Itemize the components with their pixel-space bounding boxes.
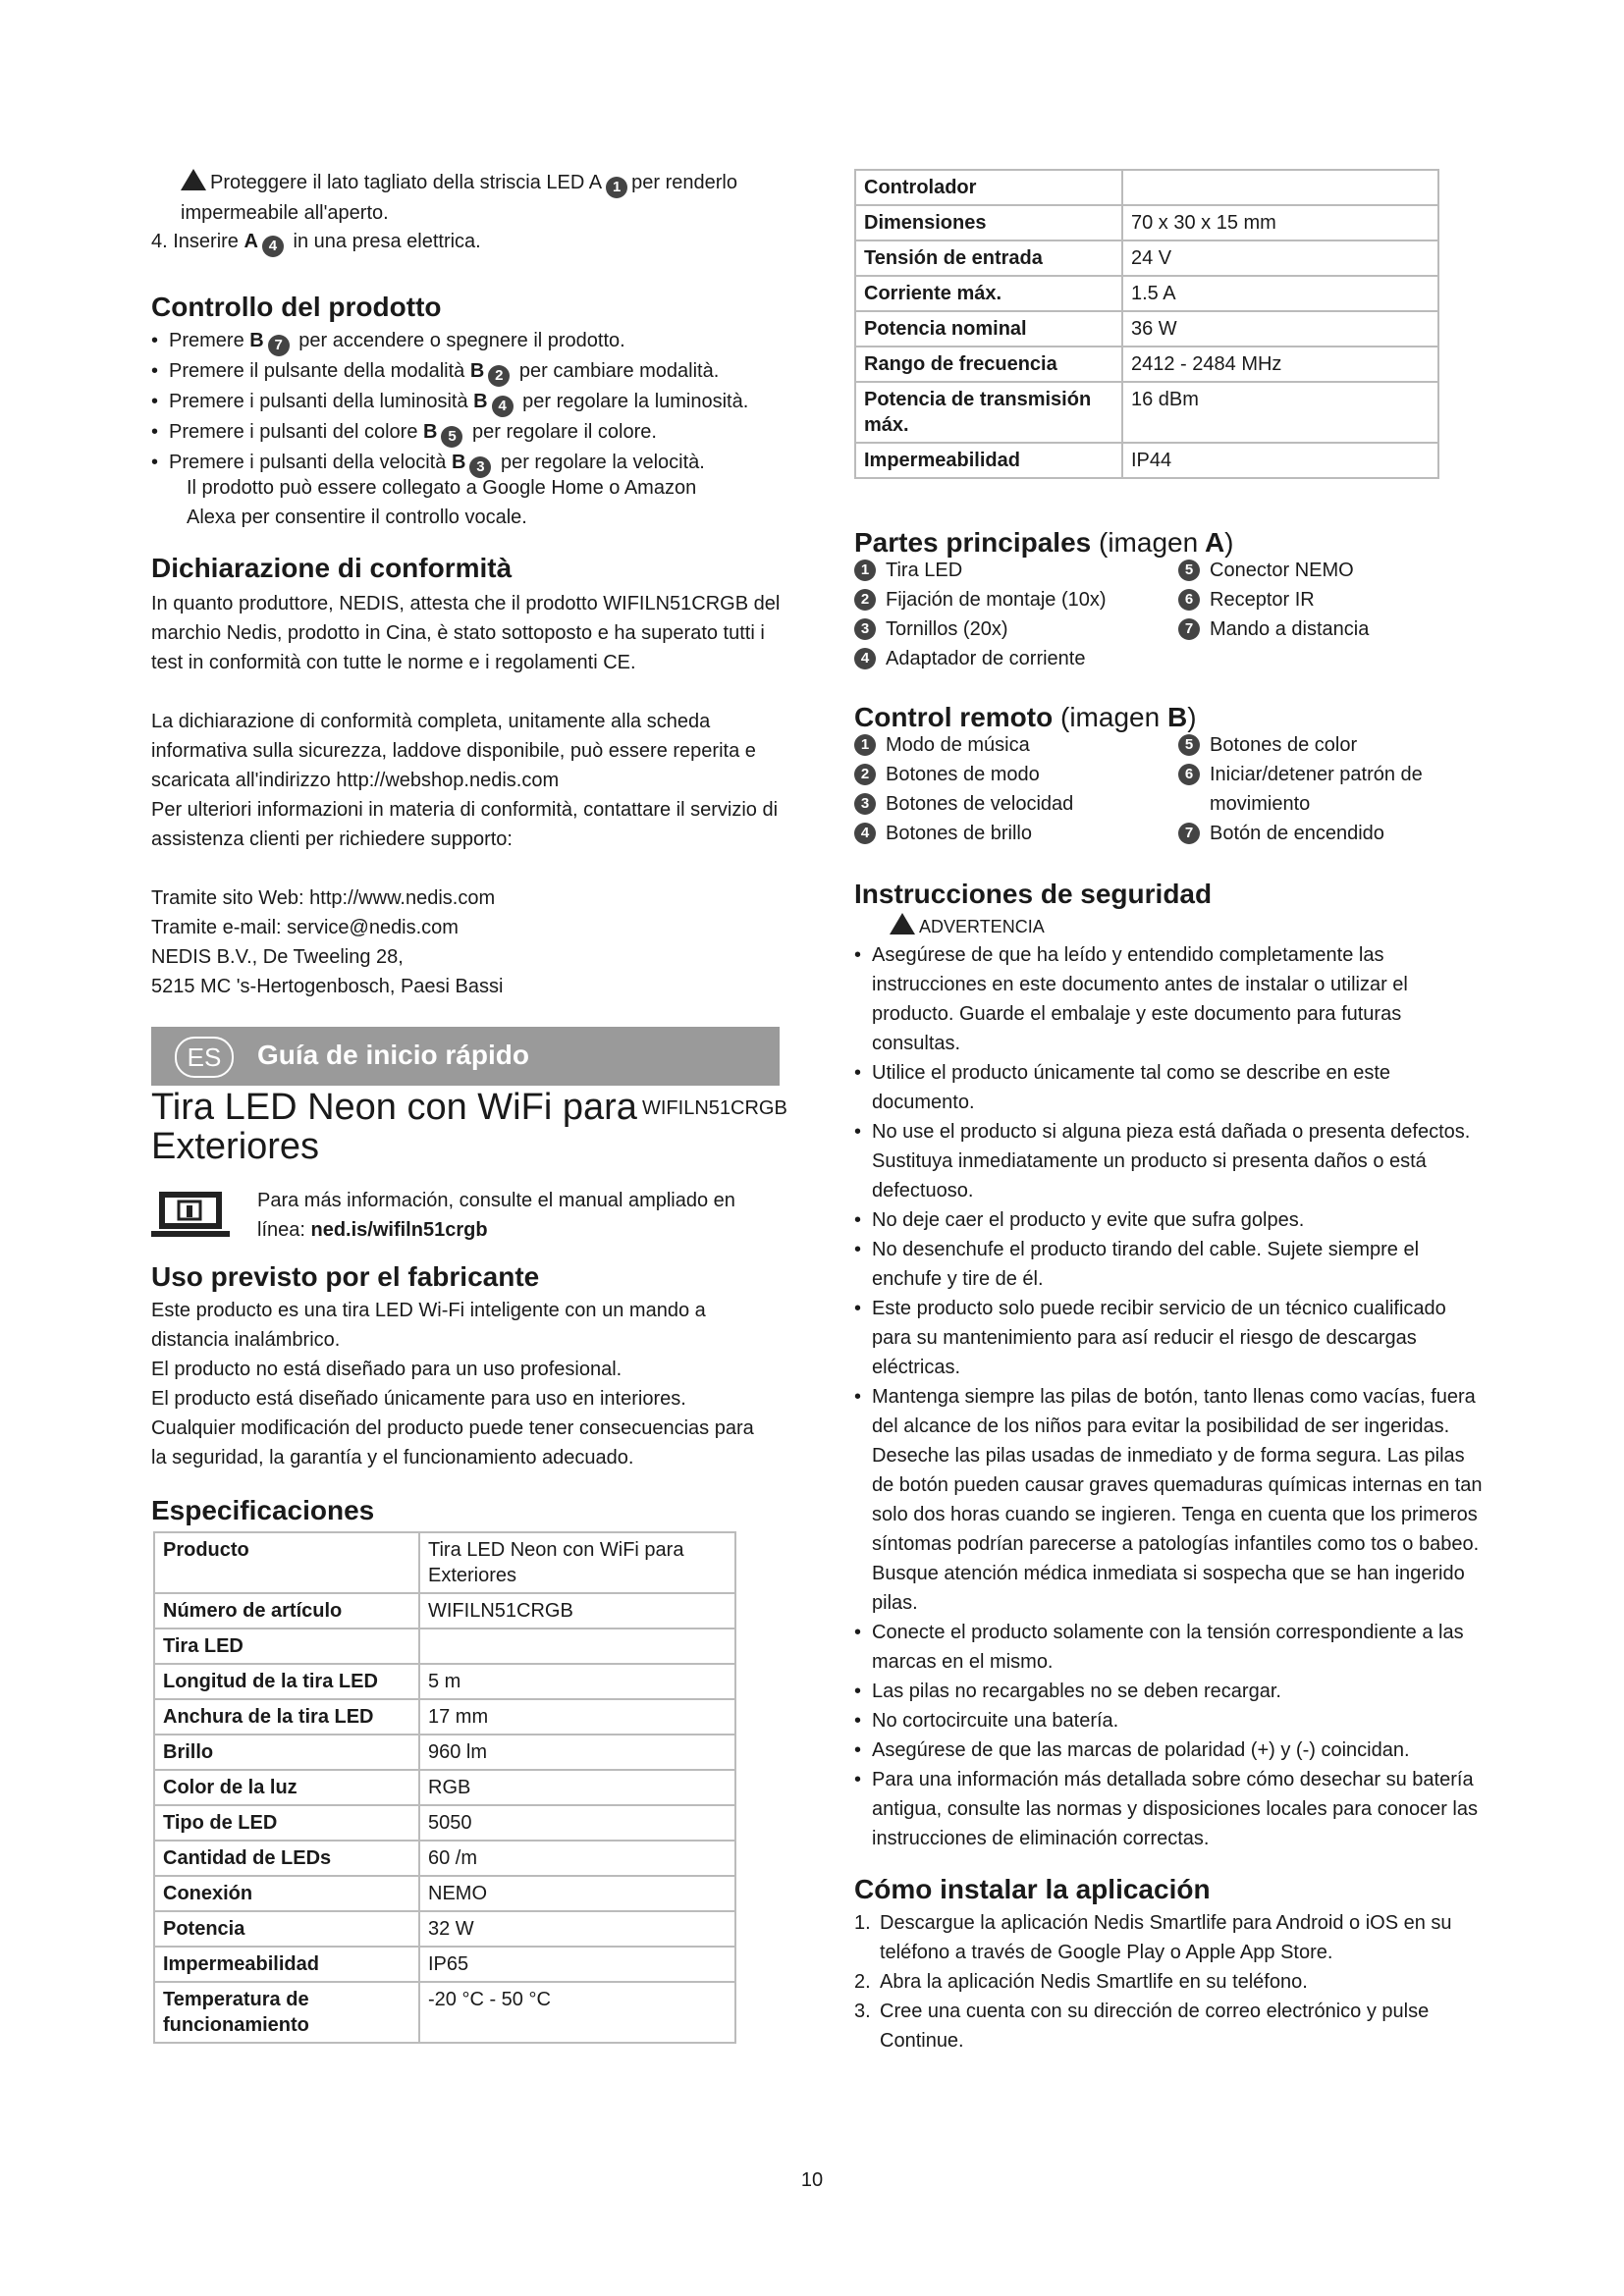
list-item: • No desenchufe el producto tirando del cable. Sujete siempre el enchufe y tire de él.	[854, 1235, 1483, 1294]
list-item: 2 Botones de modo	[854, 760, 1178, 789]
table-row: Brillo 960 lm	[154, 1735, 735, 1770]
table-row: Cantidad de LEDs 60 /m	[154, 1841, 735, 1876]
manual-link[interactable]: ned.is/wifiln51crgb	[310, 1219, 488, 1241]
contact-line: NEDIS B.V., De Tweeling 28,	[151, 946, 404, 968]
list-item: • No cortocircuite una batería.	[854, 1706, 1483, 1735]
language-banner	[151, 1027, 780, 1086]
language-badge: ES	[175, 1037, 234, 1078]
it-conformity-para3: Per ulteriori informazioni in materia di conformità, contattare il servizio di assistenza clienti per richiedere supporto:	[151, 799, 779, 850]
list-item: • Premere i pulsanti del colore B 5 per regolare il colore.	[151, 417, 789, 448]
table-row: Tensión de entrada 24 V	[855, 240, 1438, 276]
table-row: Número de artículo WIFILN51CRGB	[154, 1593, 735, 1629]
intended-use-heading: Uso previsto por el fabricante	[151, 1261, 540, 1292]
list-item: 2. Abra la aplicación Nedis Smartlife en su teléfono.	[854, 1971, 1308, 1993]
list-item: • Asegúrese de que las marcas de polaridad (+) y (-) coincidan.	[854, 1735, 1483, 1765]
list-item: 7 Botón de encendido	[1178, 819, 1483, 848]
list-item: 6 Iniciar/detener patrón de movimiento	[1178, 760, 1463, 819]
list-item: • Mantenga siempre las pilas de botón, tanto llenas como vacías, fuera del alcance de los niños para evitar la posibilidad de ser ingeridas. Deseche las pilas usadas de inmediato y de forma segura. Las pilas de botón pueden causar graves quemaduras químicas internas en tan solo dos horas cuando se ingieren. Tenga en cuenta que los primeros síntomas podrían parecerse a patologías infantiles como tos o babeo. Busque atención médica inmediata si sospecha que se han ingerido pilas.	[854, 1382, 1483, 1618]
list-item: • No use el producto si alguna pieza está dañada o presenta defectos. Sustituya inmediatamente un producto si presenta daños o está defectuoso.	[854, 1117, 1483, 1205]
list-item: 1 Tira LED	[854, 556, 1178, 585]
contact-line: Tramite sito Web: http://www.nedis.com	[151, 887, 496, 909]
list-item: 2 Fijación de montaje (10x)	[854, 585, 1178, 614]
ref-badge: 1	[606, 177, 627, 198]
list-item: • Conecte el producto solamente con la tensión correspondiente a las marcas en el mismo.	[854, 1618, 1483, 1677]
table-row: Dimensiones 70 x 30 x 15 mm	[855, 205, 1438, 240]
list-item: • Premere B 7 per accendere o spegnere il prodotto.	[151, 326, 789, 356]
list-item: 1 Modo de música	[854, 730, 1178, 760]
table-row: Temperatura de funcionamiento -20 °C - 50 °C	[154, 1982, 735, 2043]
list-item: 5 Conector NEMO	[1178, 556, 1483, 585]
list-item: 3 Botones de velocidad	[854, 789, 1178, 819]
warning-label: ADVERTENCIA	[890, 913, 1045, 939]
list-item: 4 Adaptador de corriente	[854, 644, 1178, 673]
table-row: Potencia nominal 36 W	[855, 311, 1438, 347]
banner-title: Guía de inicio rápido	[257, 1040, 529, 1070]
it-control-list	[151, 326, 789, 478]
table-row: Potencia 32 W	[154, 1911, 735, 1947]
safety-heading: Instrucciones de seguridad	[854, 879, 1213, 909]
list-item: 1. Descargue la aplicación Nedis Smartlife para Android o iOS en su teléfono a través de Google Play o Apple App Store.	[854, 1912, 1452, 1963]
ref-badge: 4	[262, 236, 284, 257]
main-parts-list	[854, 556, 1483, 673]
table-row: Tipo de LED 5050	[154, 1805, 735, 1841]
table-row: Anchura de la tira LED 17 mm	[154, 1699, 735, 1735]
list-item: • Utilice el producto únicamente tal como se describe en este documento.	[854, 1058, 1483, 1117]
remote-list	[854, 730, 1483, 848]
list-item: 3 Tornillos (20x)	[854, 614, 1178, 644]
it-control-note: Il prodotto può essere collegato a Google Home o Amazon Alexa per consentire il controllo vocale.	[187, 477, 697, 528]
list-item: 6 Receptor IR	[1178, 585, 1483, 614]
product-info: Para más información, consulte el manual ampliado en línea: ned.is/wifiln51crgb	[257, 1190, 735, 1241]
table-row: Color de la luz RGB	[154, 1770, 735, 1805]
table-row: Potencia de transmisión máx. 16 dBm	[855, 382, 1438, 443]
page-number: 10	[800, 2169, 824, 2191]
main-parts-heading: Partes principales (imagen A)	[854, 527, 1234, 558]
table-row: Controlador	[855, 170, 1438, 205]
it-step-4: 4. Inserire A 4 in una presa elettrica.	[151, 227, 481, 257]
table-row: Impermeabilidad IP44	[855, 443, 1438, 478]
list-item: • Premere i pulsanti della velocità B 3 per regolare la velocità.	[151, 448, 789, 478]
app-steps	[854, 1908, 1483, 2056]
table-row: Longitud de la tira LED 5 m	[154, 1664, 735, 1699]
contact-line: Tramite e-mail: service@nedis.com	[151, 917, 459, 938]
table-row: Tira LED	[154, 1629, 735, 1664]
list-item: 7 Mando a distancia	[1178, 614, 1483, 644]
it-conformity-heading: Dichiarazione di conformità	[151, 553, 513, 583]
table-row: Corriente máx. 1.5 A	[855, 276, 1438, 311]
it-conformity-para2: La dichiarazione di conformità completa, unitamente alla scheda informativa sulla sicurezza, laddove disponibile, può essere reperita e scaricata all'indirizzo http://webshop.nedis.com	[151, 711, 756, 791]
app-heading: Cómo instalar la aplicación	[854, 1874, 1211, 1904]
remote-heading: Control remoto (imagen B)	[854, 702, 1197, 732]
contact-line: 5215 MC 's-Hertogenbosch, Paesi Bassi	[151, 976, 504, 997]
list-item: • Premere il pulsante della modalità B 2 per cambiare modalità.	[151, 356, 789, 387]
list-item: • Para una información más detallada sobre cómo desechar su batería antigua, consulte las normas y disposiciones locales para conocer las instrucciones de eliminación correctas.	[854, 1765, 1483, 1853]
intended-use-text: Este producto es una tira LED Wi-Fi inteligente con un mando a distancia inalámbrico. El producto no está diseñado para un uso profesional. El producto está diseñado únicamente para uso en interiores. Cualquier modificación del producto puede tener consecuencias para la seguridad, la garantía y el funcionamiento adecuado.	[151, 1300, 754, 1468]
laptop-icon	[151, 1190, 230, 1237]
table-row: Impermeabilidad IP65	[154, 1947, 735, 1982]
product-code: WIFILN51CRGB	[642, 1097, 787, 1119]
list-item: • No deje caer el producto y evite que sufra golpes.	[854, 1205, 1483, 1235]
list-item: • Premere i pulsanti della luminosità B 4 per regolare la luminosità.	[151, 387, 789, 417]
table-row: Producto Tira LED Neon con WiFi para Exteriores	[154, 1532, 735, 1593]
list-item: 3. Cree una cuenta con su dirección de correo electrónico y pulse Continue.	[854, 2001, 1430, 2052]
list-item: • Este producto solo puede recibir servicio de un técnico cualificado para su mantenimiento para así reducir el riesgo de descargas eléctricas.	[854, 1294, 1483, 1382]
table-row: Conexión NEMO	[154, 1876, 735, 1911]
it-control-heading: Controllo del prodotto	[151, 292, 442, 322]
product-title: Tira LED Neon con WiFi para Exteriores	[151, 1087, 637, 1167]
it-conformity-para1: In quanto produttore, NEDIS, attesta che il prodotto WIFILN51CRGB del marchio Nedis, prodotto in Cina, è stato sottoposto e ha superato tutti i test in conformità con tutte le norme e i regolamenti CE.	[151, 593, 781, 673]
table-row: Rango de frecuencia 2412 - 2484 MHz	[855, 347, 1438, 382]
list-item: 4 Botones de brillo	[854, 819, 1178, 848]
list-item: • Asegúrese de que ha leído y entendido completamente las instrucciones en este documento antes de instalar o utilizar el producto. Guarde el embalaje y este documento para futuras consultas.	[854, 940, 1483, 1058]
it-step-protect: Proteggere il lato tagliato della striscia LED A 1 per renderlo impermeabile all'aperto.	[181, 168, 789, 228]
list-item: 5 Botones de color	[1178, 730, 1483, 760]
specs-table	[153, 1531, 736, 2044]
safety-list	[854, 940, 1483, 1853]
warning-icon	[890, 913, 915, 934]
it-contact	[151, 883, 503, 1001]
list-item: • Las pilas no recargables no se deben recargar.	[854, 1677, 1483, 1706]
controller-table	[854, 169, 1439, 479]
warning-icon	[181, 169, 206, 190]
specs-heading: Especificaciones	[151, 1495, 375, 1525]
